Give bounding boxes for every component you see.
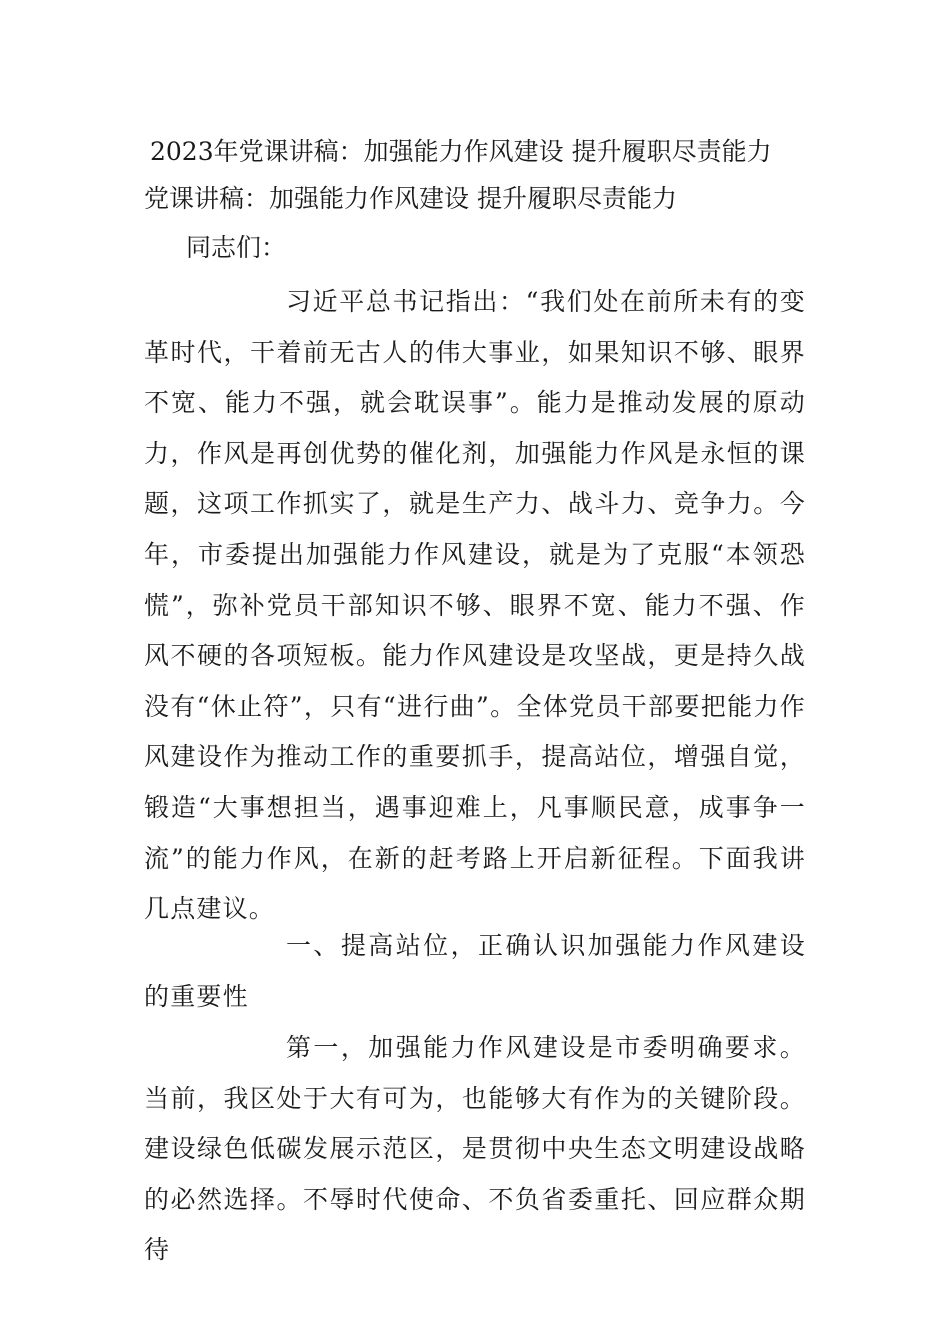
section-heading: 一、提高站位，正确认识加强能力作风建设的重要性 [144, 931, 806, 1011]
greeting: 同志们： [186, 233, 287, 262]
document-subtitle: 党课讲稿：加强能力作风建设 提升履职尽责能力 [144, 184, 677, 213]
body-paragraph: 第一，加强能力作风建设是市委明确要求。当前，我区处于大有可为，也能够大有作为的关键阶段。建设绿色低碳发展示范区，是贯彻中央生态文明建设战略的必然选择。不辱时代使命、不负省委重托、回应群众期待 [144, 1033, 806, 1265]
body-paragraph: 习近平总书记指出：“我们处在前所未有的变革时代，干着前无古人的伟大事业，如果知识不够、眼界不宽、能力不强，就会耽误事”。能力是推动发展的原动力，作风是再创优势的催化剂，加强能力作风是永恒的课题，这项工作抓实了，就是生产力、战斗力、竞争力。今年，市委提出加强能力作风建设，就是为了克服“本领恐慌”，弥补党员干部知识不够、眼界不宽、能力不强、作风不硬的各项短板。能力作风建设是攻坚战，更是持久战没有“休止符”，只有“进行曲”。全体党员干部要把能力作风建设作为推动工作的重要抓手，提高站位，增强自觉，锻造“大事想担当，遇事迎难上，凡事顺民意，成事争一流”的能力作风，在新的赶考路上开启新征程。下面我讲几点建议。 [144, 287, 806, 924]
document-title: 2023年党课讲稿：加强能力作风建设 提升履职尽责能力 [150, 137, 772, 166]
